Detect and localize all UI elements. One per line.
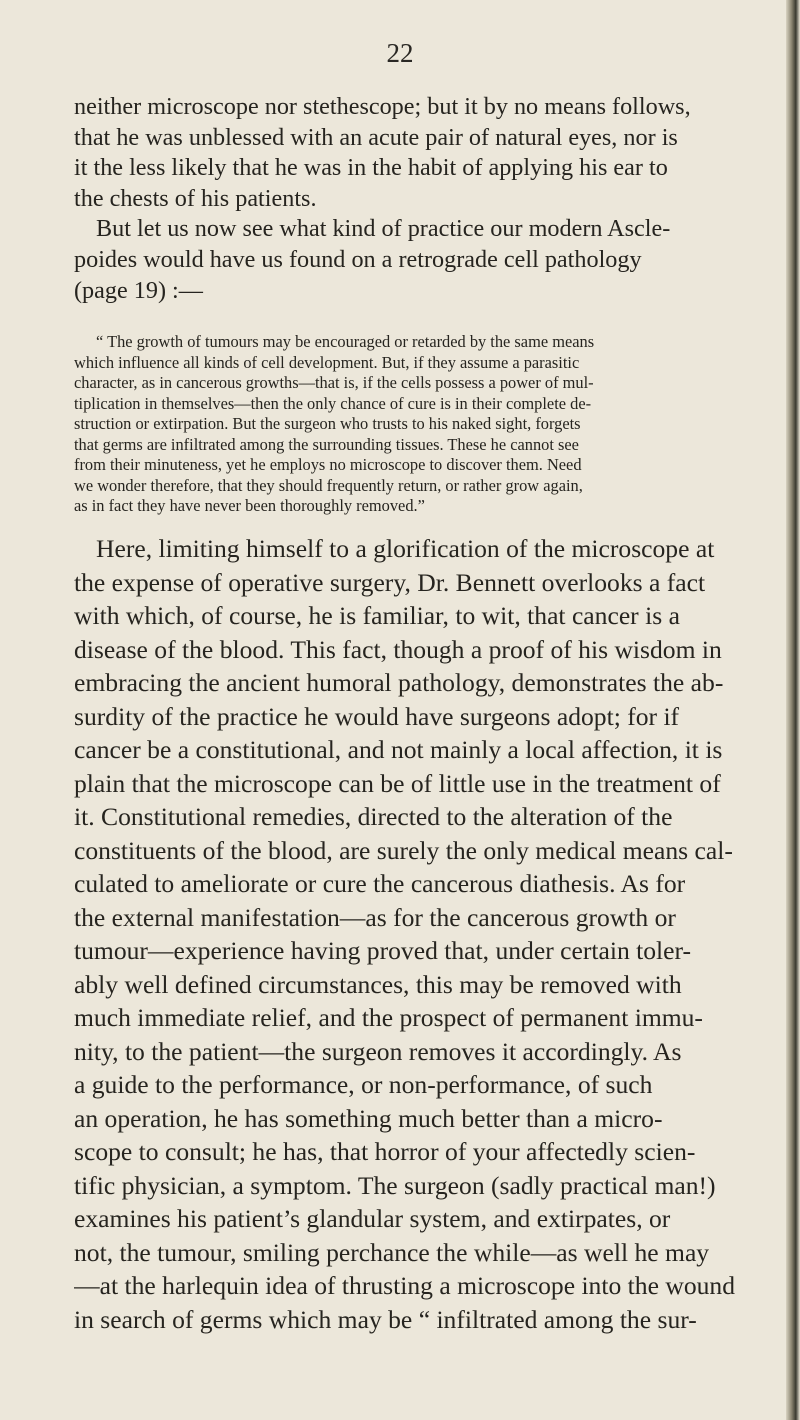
text-line: plain that the microscope can be of little use in the treatment of xyxy=(74,768,721,798)
text-line: the expense of operative surgery, Dr. Bennett overlooks a fact xyxy=(74,567,706,597)
text-line: much immediate relief, and the prospect of permanent immu- xyxy=(74,1003,703,1032)
text-line: culated to ameliorate or cure the cancerous diathesis. As for xyxy=(74,869,686,898)
text-line: embracing the ancient humoral pathology, demonstrates the ab- xyxy=(74,668,724,697)
text-line: the chests of his patients. xyxy=(74,184,317,212)
text-line: not, the tumour, smiling perchance the while—as well he may xyxy=(74,1237,710,1267)
text-line: tumour—experience having proved that, under certain toler- xyxy=(74,936,692,965)
text-line: the external manifestation—as for the cancerous growth or xyxy=(74,902,676,932)
quote-line: we wonder therefore, that they should frequently return, or rather grow again, xyxy=(74,475,583,495)
text-line: it the less likely that he was in the habit of applying his ear to xyxy=(74,154,668,182)
text-line: cancer be a constitutional, and not mainly a local affection, it is xyxy=(74,735,723,764)
text-line: ably well defined circumstances, this may be removed with xyxy=(74,969,682,999)
quote-line: that germs are infiltrated among the surrounding tissues. These he cannot see xyxy=(74,434,579,454)
text-line: scope to consult; he has, that horror of your affectedly scien- xyxy=(74,1137,696,1166)
quote-line: as in fact they have never been thoroughly removed.” xyxy=(74,496,425,515)
text-line: examines his patient’s glandular system, and extirpates, or xyxy=(74,1204,671,1233)
text-line: nity, to the patient—the surgeon removes it accordingly. As xyxy=(74,1036,682,1066)
text-line: poides would have us found on a retrograde cell pathology xyxy=(74,245,642,273)
quote-line: character, as in cancerous growths—that is, if the cells possess a power of mul- xyxy=(74,373,594,392)
quote-line: from their minuteness, yet he employs no microscope to discover them. Need xyxy=(74,455,582,474)
text-line: in search of germs which may be “ infiltrated among the sur- xyxy=(74,1304,697,1334)
text-line: —at the harlequin idea of thrusting a microscope into the wound xyxy=(74,1271,736,1300)
text-line: neither microscope nor stethescope; but it by no means follows, xyxy=(74,93,691,120)
text-line: a guide to the performance, or non-performance, of such xyxy=(74,1070,653,1099)
text-line: with which, of course, he is familiar, to wit, that cancer is a xyxy=(74,601,680,630)
quote-line: “ The growth of tumours may be encouraged or retarded by the same means xyxy=(96,332,595,351)
main-paragraph xyxy=(74,532,786,1336)
text-line: an operation, he has something much better than a micro- xyxy=(74,1103,663,1133)
page-number: 22 xyxy=(386,38,414,68)
quote-line: tiplication in themselves—then the only chance of cure is in their complete de- xyxy=(74,393,592,413)
text-line: it. Constitutional remedies, directed to the alteration of the xyxy=(74,802,673,831)
text-line: surdity of the practice he would have surgeons adopt; for if xyxy=(74,701,680,731)
text-line: But let us now see what kind of practice our modern Ascle- xyxy=(96,215,671,243)
page-edge xyxy=(786,0,800,1420)
block-quotation xyxy=(74,332,786,517)
quote-line: which influence all kinds of cell development. But, if they assume a parasitic xyxy=(74,352,580,372)
opening-paragraph xyxy=(74,92,786,306)
text-line: disease of the blood. This fact, though a proof of his wisdom in xyxy=(74,634,722,664)
text-line: tific physician, a symptom. The surgeon (sadly practical man!) xyxy=(74,1170,716,1200)
text-line: constituents of the blood, are surely the only medical means cal- xyxy=(74,835,733,865)
quote-line: struction or extirpation. But the surgeon who trusts to his naked sight, forgets xyxy=(74,414,581,433)
text-line: Here, limiting himself to a glorification of the microscope at xyxy=(96,534,715,563)
text-line: (page 19) :— xyxy=(74,276,203,304)
text-line: that he was unblessed with an acute pair of natural eyes, nor is xyxy=(74,123,678,151)
